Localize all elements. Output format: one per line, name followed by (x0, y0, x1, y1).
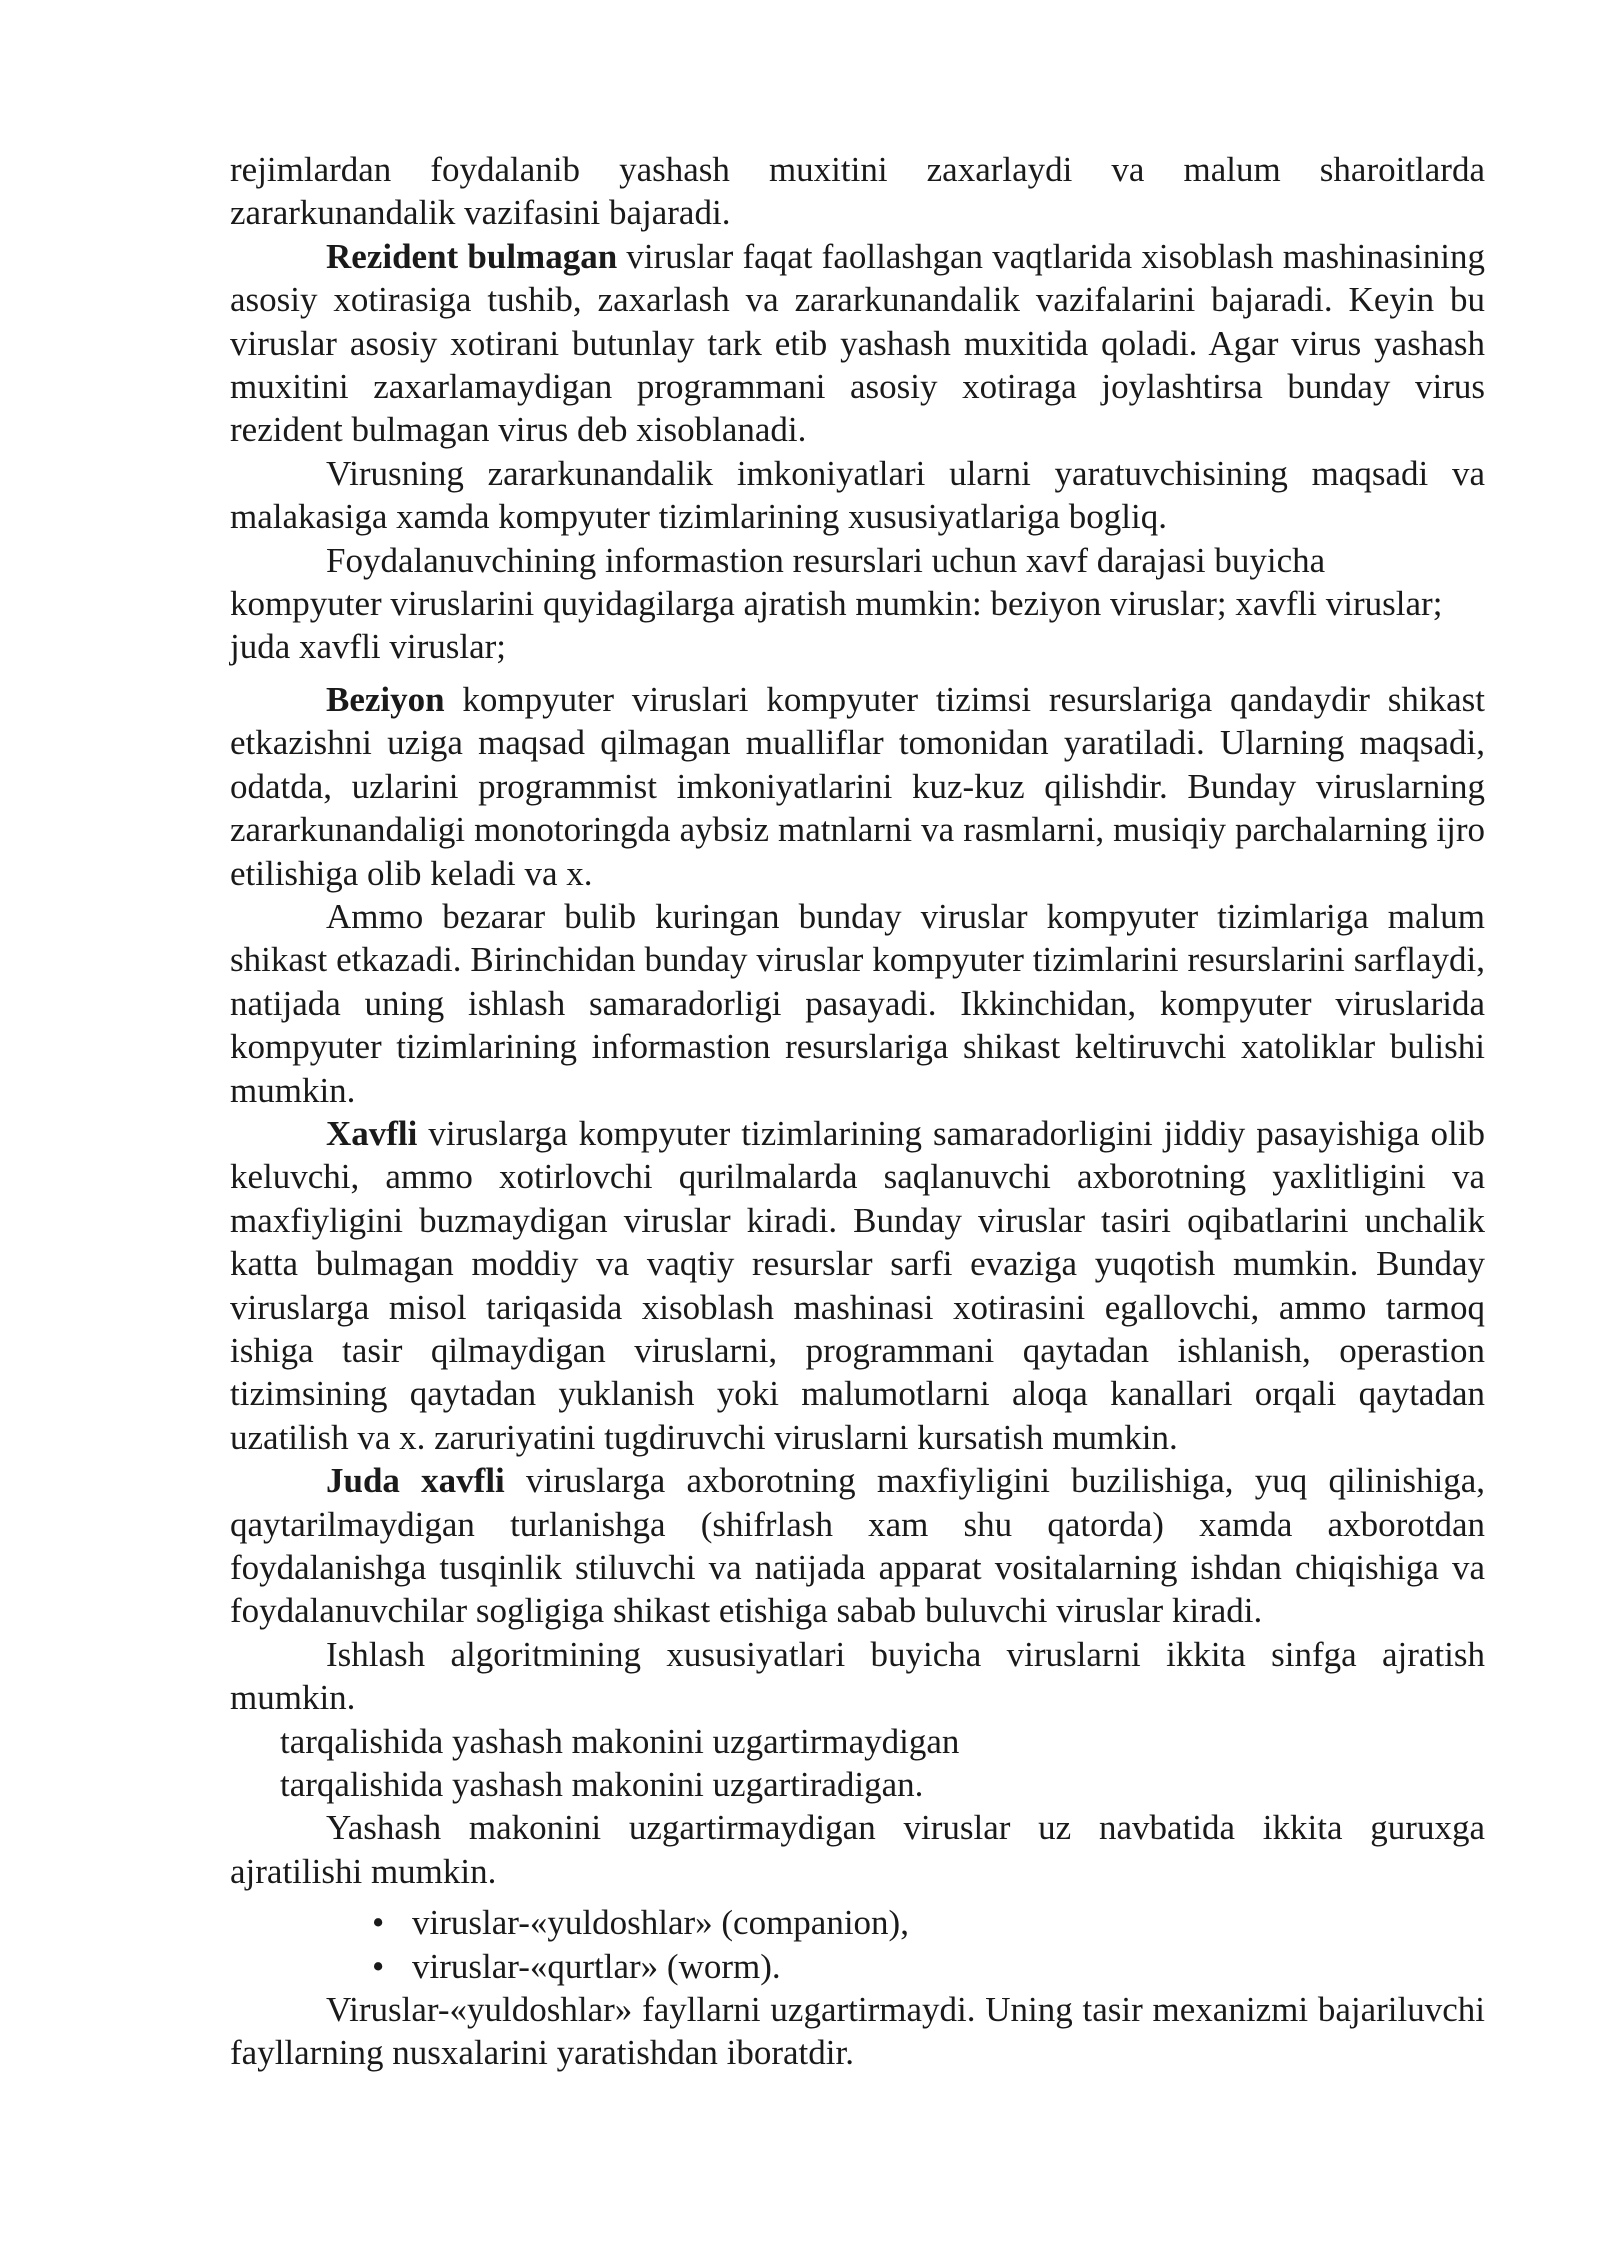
paragraph-non-resident (230, 235, 1485, 452)
document-page (230, 148, 1485, 2075)
class-line-1: tarqalishida yashash makonini uzgartirmaydigan (280, 1721, 960, 1761)
list-item: • viruslar-«yuldoshlar» (companion), (372, 1901, 1485, 1944)
term-non-resident: Rezident bulmagan (326, 236, 618, 276)
paragraph-non-resident-text: viruslar faqat faollashgan vaqtlarida xisoblash mashinasining asosiy xotirasiga tushib, zaxarlash va zararkunandalik vazifalarini bajaradi. Keyin bu viruslar asosiy xotirani butunlay tark etib yashash muxitida qoladi. Agar virus yashash muxitini zaxarlamaydigan programmani asosiy xotiraga joylashtirsa bunday virus rezident bulmagan virus deb xisoblanadi. (230, 236, 1486, 450)
paragraph-dangerous-text: viruslarga kompyuter tizimlarining samaradorligini jiddiy pasayishiga olib keluvchi, ammo xotirlovchi qurilmalarda saqlanuvchi axborotning yaxlitligini va maxfiyligini buzmaydigan viruslar kiradi. Bunday viruslar tasiri oqibatlarini unchalik katta bulmagan moddiy va vaqtiy resurslar sarfi evaziga yuqotish mumkin. Bunday viruslarga misol tariqasida xisoblash mashinasi xotirasini egallovchi, ammo tarmoq ishiga tasir qilmaydigan viruslarni, programmani qaytadan ishlanish, operastion tizimsining qaytadan yuklanish yoki malumotlarni aloqa kanallari orqali qaytadan uzatilish va x. zaruriyatini tugdiruvchi viruslarni kursatish mumkin. (230, 1113, 1485, 1457)
paragraph-very-dangerous-text: viruslarga axborotning maxfiyligini buzilishiga, yuq qilinishiga, qaytarilmaydigan turlanishga (shifrlash xam shu qatorda) xamda axborotdan foydalanishga tusqinlik stiluvchi va natijada apparat vositalarning ishdan chiqishiga va foydalanuvchilar sogligiga shikast etishiga sabab buluvchi viruslar kiradi. (230, 1461, 1485, 1631)
paragraph-continuation: rejimlardan foydalanib yashash muxitini zaxarlaydi va malum sharoitlarda zararkunandalik vazifasini bajaradi. (230, 150, 1485, 233)
paragraph-groups: Yashash makonini uzgartirmaydigan viruslar uz navbatida ikkita guruxga ajratilishi mumkin. (230, 1808, 1485, 1891)
paragraph-algorithm-classes: Ishlash algoritmining xususiyatlari buyicha viruslarni ikkita sinfga ajratish mumkin. (230, 1634, 1485, 1718)
paragraph-harmless (230, 678, 1485, 895)
class-line-2: tarqalishida yashash makonini uzgartiradigan. (280, 1765, 924, 1805)
paragraph-danger-levels: Foydalanuvchining informastion resurslari uchun xavf darajasi buyicha kompyuter viruslarini quyidagilarga ajratish mumkin: beziyon viruslar; xavfli viruslar; juda xavfli viruslar; (230, 540, 1443, 667)
list-item: • viruslar-«qurtlar» (worm). (372, 1945, 1485, 1988)
term-very-dangerous: Juda xavfli (326, 1461, 505, 1501)
paragraph-companion: Viruslar-«yuldoshlar» fayllarni uzgartirmaydi. Uning tasir mexanizmi bajariluvchi fayllarning nusxalarini yaratishdan iboratdir. (230, 1990, 1485, 2073)
bullet-list (230, 1901, 1485, 1988)
paragraph-harmless-text: kompyuter viruslari kompyuter tizimsi resurslariga qandaydir shikast etkazishni uziga maqsad qilmagan mualliflar tomonidan yaratiladi. Ularning maqsadi, odatda, uzlarini programmist imkoniyatlarini kuz-kuz qilishdir. Bunday viruslarning zararkunandaligi monotoringda aybsiz matnlarni va rasmlarni, musiqiy parchalarning ijro etilishiga olib keladi va x. (230, 679, 1485, 893)
paragraph-very-dangerous (230, 1459, 1485, 1633)
paragraph-dangerous (230, 1112, 1485, 1459)
term-harmless: Beziyon (326, 679, 445, 719)
paragraph-harmless-effects: Ammo bezarar bulib kuringan bunday viruslar kompyuter tizimlariga malum shikast etkazadi. Birinchidan bunday viruslar kompyuter tizimlarini resurslarini sarflaydi, natijada uning ishlash samaradorligi pasayadi. Ikkinchidan, kompyuter viruslarida kompyuter tizimlarining informastion resurslariga shikast keltiruvchi xatoliklar bulishi mumkin. (230, 896, 1485, 1110)
term-dangerous: Xavfli (326, 1113, 418, 1153)
paragraph-virus-capabilities: Virusning zararkunandalik imkoniyatlari ularni yaratuvchisining maqsadi va malakasiga xamda kompyuter tizimlarining xususiyatlariga bogliq. (230, 453, 1485, 537)
